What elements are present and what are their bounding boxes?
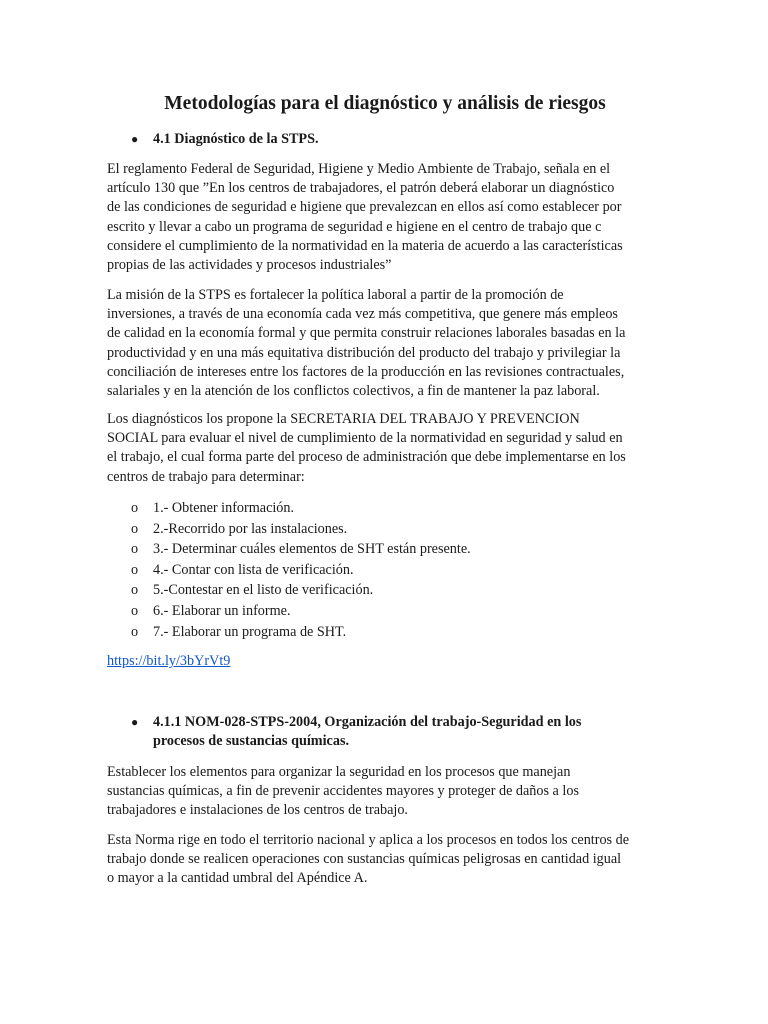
paragraph-norma — [107, 831, 663, 889]
section-heading-text: 4.1 Diagnóstico de la STPS. — [153, 131, 319, 147]
steps-list — [107, 498, 663, 642]
list-marker: o — [131, 623, 139, 640]
paragraph-line: inversiones, a través de una economía cada vez más competitiva, que genere más empleos — [107, 306, 618, 323]
list-item — [107, 560, 663, 581]
paragraph-line: de las condiciones de seguridad e higiene que prevalezcan en ellos así como establecer por — [107, 199, 622, 216]
list-marker: o — [131, 602, 139, 619]
list-item-text: 7.- Elaborar un programa de SHT. — [153, 623, 347, 640]
list-item — [107, 498, 663, 519]
list-item-text: 1.- Obtener información. — [153, 500, 295, 516]
paragraph-line: Esta Norma rige en todo el territorio nacional y aplica a los procesos en todos los centros de — [107, 832, 630, 848]
paragraph-line: considere el cumplimiento de la normatividad en la materia de acuerdo a las características — [107, 237, 623, 254]
paragraph-line: Los diagnósticos los propone la SECRETARIA DEL TRABAJO Y PREVENCION — [107, 411, 580, 427]
paragraph-line: El reglamento Federal de Seguridad, Higiene y Medio Ambiente de Trabajo, señala en el — [107, 161, 611, 177]
list-marker: o — [131, 561, 139, 578]
paragraph-line: el trabajo, el cual forma parte del proceso de administración que debe implementarse en los — [107, 449, 626, 466]
paragraph-line: SOCIAL para evaluar el nivel de cumplimiento de la normatividad en seguridad y salud en — [107, 430, 623, 447]
section-heading-4-1 — [107, 130, 663, 149]
list-item — [107, 622, 663, 643]
bullet-icon: ● — [131, 715, 139, 729]
list-item-text: 6.- Elaborar un informe. — [153, 602, 291, 619]
paragraph-line: de calidad en la economía formal y que permita construir relaciones laborales basadas en la — [107, 325, 626, 342]
paragraph-line: artículo 130 que ”En los centros de trabajadores, el patrón deberá elaborar un diagnóstico — [107, 180, 615, 197]
paragraph-line: o mayor a la cantidad umbral del Apéndice A. — [107, 870, 368, 887]
list-item — [107, 580, 663, 601]
list-item-text: 2.-Recorrido por las instalaciones. — [153, 520, 348, 537]
paragraph-line: salariales y en la atención de los conflictos colectivos, a fin de mantener la paz laboral. — [107, 383, 600, 400]
list-marker: o — [131, 582, 139, 599]
paragraph-line: trabajadores e instalaciones de los centros de trabajo. — [107, 802, 408, 819]
paragraph-line: productividad y en una más equitativa distribución del producto del trabajo y privilegiar la — [107, 344, 621, 361]
paragraph-line: trabajo donde se realicen operaciones con sustancias químicas peligrosas en cantidad igual — [107, 851, 622, 868]
section-heading-4-1-1 — [107, 713, 663, 751]
list-marker: o — [131, 500, 139, 516]
paragraph-line: sustancias químicas, a fin de prevenir accidentes mayores y proteger de daños a los — [107, 783, 579, 800]
paragraph-line: propias de las actividades y procesos industriales” — [107, 257, 392, 274]
document-title: Metodologías para el diagnóstico y análisis de riesgos — [164, 93, 606, 114]
list-item-text: 3.- Determinar cuáles elementos de SHT están presente. — [153, 541, 471, 558]
paragraph-line: conciliación de intereses entre los factores de la producción en las revisiones contractuales, — [107, 363, 625, 380]
paragraph-establecer — [107, 763, 663, 821]
paragraph-line: escrito y llevar a cabo un programa de seguridad e higiene en el centro de trabajo que c — [107, 218, 602, 235]
list-marker: o — [131, 541, 139, 558]
paragraph-diagnosticos — [107, 410, 663, 487]
bullet-icon: ● — [131, 132, 139, 146]
paragraph-line: La misión de la STPS es fortalecer la política laboral a partir de la promoción de — [107, 287, 564, 303]
paragraph-line: centros de trabajo para determinar: — [107, 468, 305, 485]
list-item — [107, 519, 663, 540]
list-marker: o — [131, 520, 139, 537]
list-item — [107, 601, 663, 622]
paragraph-mision — [107, 286, 663, 401]
list-item-text: 4.- Contar con lista de verificación. — [153, 561, 354, 578]
paragraph-reglamento — [107, 160, 663, 275]
reference-link[interactable]: https://bit.ly/3bYrVt9 — [107, 653, 231, 669]
list-item — [107, 539, 663, 560]
list-item-text: 5.-Contestar en el listo de verificación. — [153, 582, 374, 599]
section-heading-text — [153, 713, 663, 751]
paragraph-line: Establecer los elementos para organizar la seguridad en los procesos que manejan — [107, 764, 571, 780]
section-heading-line: procesos de sustancias químicas. — [153, 733, 350, 749]
section-heading-line: 4.1.1 NOM-028-STPS-2004, Organización del trabajo-Seguridad en los — [153, 714, 582, 730]
